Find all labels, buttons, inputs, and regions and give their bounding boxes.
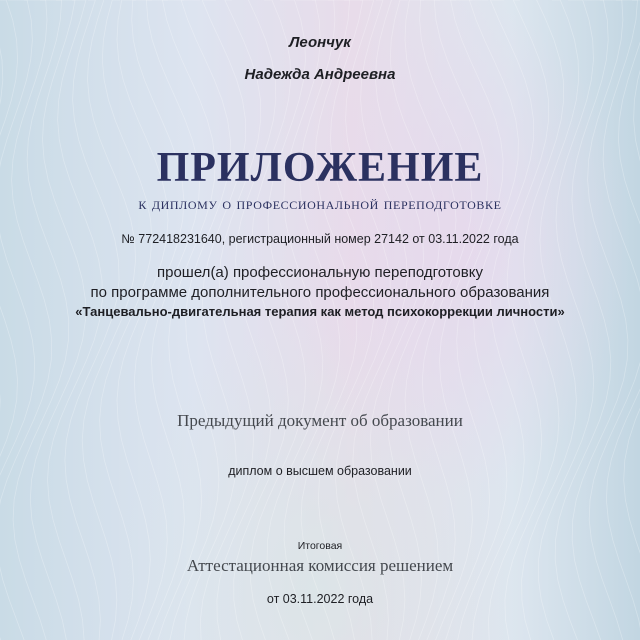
decision-date: от 03.11.2022 года (266, 592, 374, 606)
registration-line: № 772418231640, регистрационный номер 27142 от 03.11.2022 года (121, 232, 519, 246)
recipient-surname: Леончук (289, 34, 351, 51)
recipient-given-names: Надежда Андреевна (244, 66, 396, 83)
document-title: ПРИЛОЖЕНИЕ (156, 145, 484, 191)
program-line-2: по программе дополнительного профессионального образования (90, 284, 550, 301)
program-title: «Танцевально-двигательная терапия как метод психокоррекции личности» (75, 304, 565, 319)
previous-document-label: Предыдущий документ об образовании (177, 411, 463, 430)
previous-document-value: диплом о высшем образовании (228, 464, 412, 478)
program-line-1: прошел(а) профессиональную переподготовку (157, 264, 483, 281)
document-subtitle: к диплому о профессиональной переподготовке (138, 194, 502, 213)
commission-label: Аттестационная комиссия решением (186, 556, 454, 575)
final-small-label: Итоговая (297, 540, 343, 552)
